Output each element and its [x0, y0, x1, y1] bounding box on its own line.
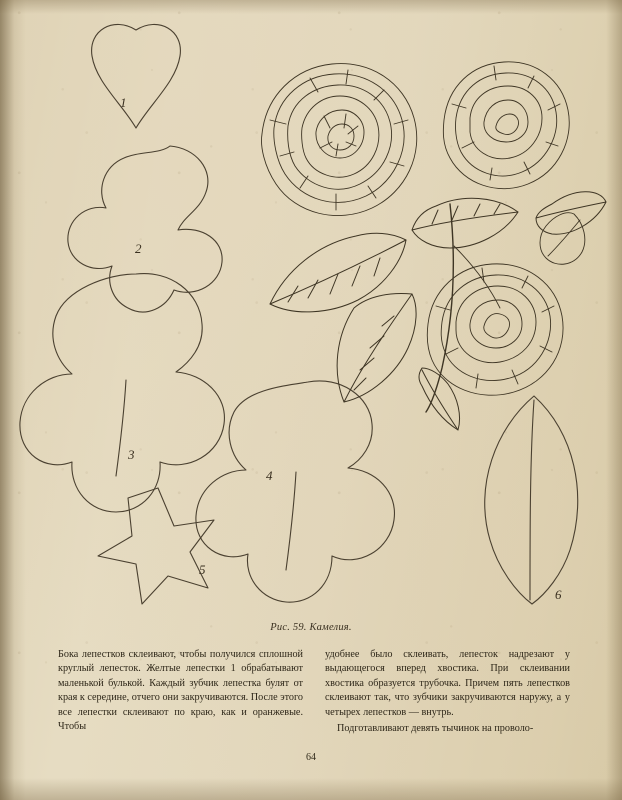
svg-text:5: 5: [199, 562, 206, 577]
figure-number: Рис. 59.: [270, 622, 307, 633]
figure-caption: [0, 622, 622, 633]
paragraph: Бока лепестков склеивают, чтобы получился сплошной круглый лепесток. Желтые лепестки 1 обрабатывают маленькой булькой. Каждый зубчик лепестка булят от края к середине, отчего они закручиваются. После этого все лепестки склеивают по краю, как и оранжевые. Чтобы: [58, 649, 303, 733]
paragraph: удобнее было склеивать, лепесток надрезают у выдающегося вперед хвостика. При склеивании хвостика образуется трубочка. Причем пять лепестков склеивают так, что зубчики закручиваются наружу, а у четырех лепестков — внутрь.: [325, 649, 570, 718]
svg-text:3: 3: [128, 447, 135, 462]
template-part-5: [98, 488, 214, 604]
template-part-1: [92, 24, 181, 128]
body-text: [58, 648, 570, 739]
template-part-6: [485, 396, 578, 604]
page-number: 64: [306, 752, 316, 763]
svg-text:1: 1: [120, 95, 127, 110]
page-bottom-edge-shadow: [0, 778, 622, 800]
right-column: [325, 648, 570, 739]
camellia-engraving: [262, 62, 606, 430]
svg-text:4: 4: [266, 468, 273, 483]
paragraph: Подготавливают девять тычинок на проволо-: [337, 723, 534, 735]
template-part-4: [196, 381, 395, 602]
template-labels: [120, 95, 562, 602]
figure-illustration: [18, 8, 610, 618]
svg-text:6: 6: [555, 587, 562, 602]
template-part-3: [20, 274, 225, 512]
figure-title: Камелия.: [309, 622, 352, 633]
svg-text:2: 2: [135, 241, 142, 256]
left-column: [58, 648, 303, 739]
template-part-2: [68, 146, 222, 312]
